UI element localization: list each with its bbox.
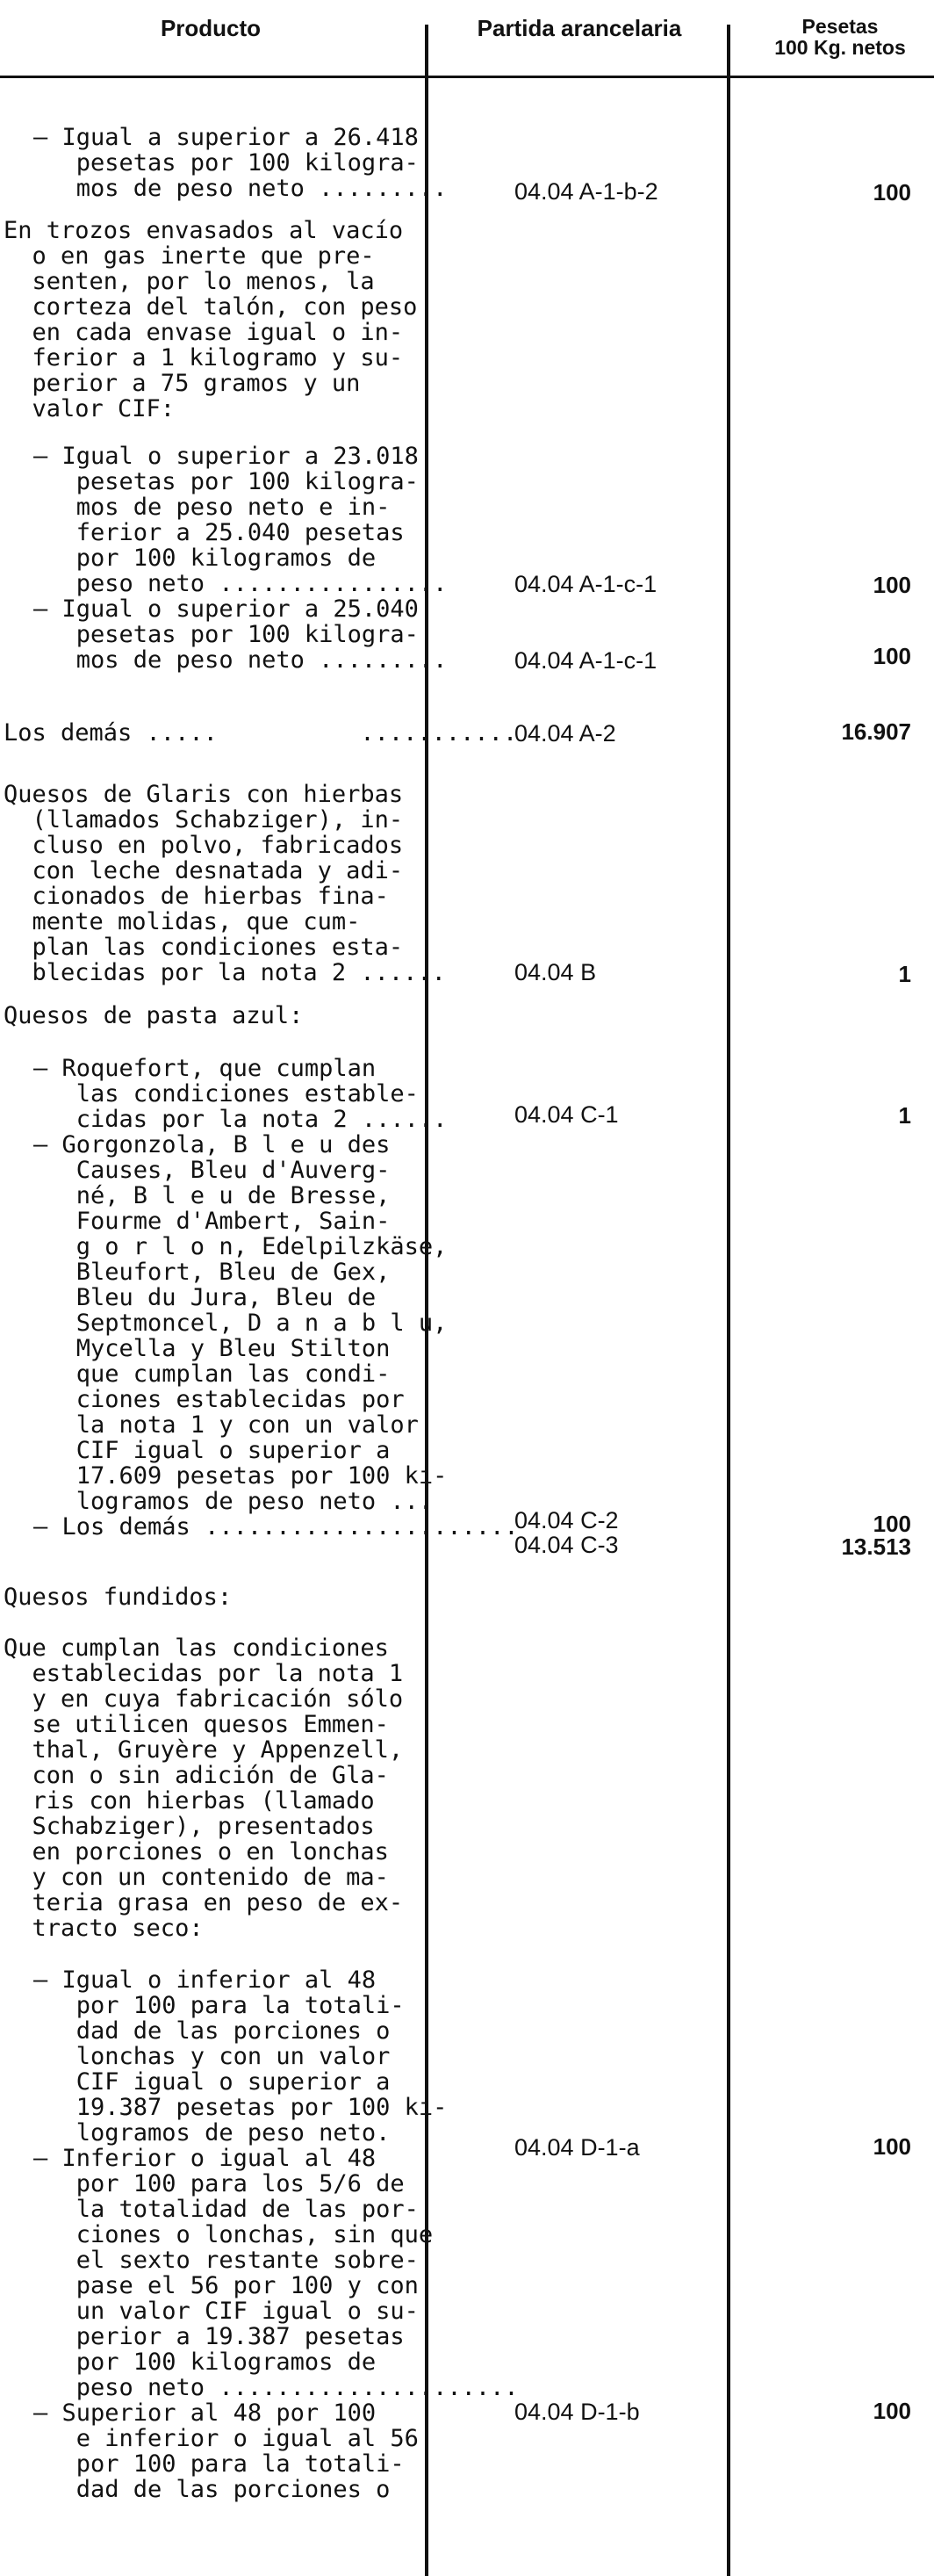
price-value: 100	[873, 2133, 911, 2160]
header-product: Producto	[160, 15, 262, 41]
price-value: 100	[873, 643, 911, 669]
header-partida: Partida arancelaria	[477, 15, 682, 41]
text-block: — Igual o superior a 23.018 pesetas por 100 kilogra- mos de peso neto e in- ferior a 25.040 pesetas por 100 kilogramos de peso neto ................ — Igual o superior a 25.040 pesetas por 100 kilogra- mos de peso neto .........	[33, 443, 448, 674]
tariff-code: 04.04 A-1-c-1	[514, 647, 657, 674]
text-block: Que cumplan las condiciones establecidas por la nota 1 y en cuya fabricación sólo se utilicen quesos Emmen- thal, Gruyère y Appenzell, con o sin adición de Gla- ris con hierbas (llamado Schabziger), presentados en porciones o en lonchas y con un contenido de ma- teria grasa en peso de ex- tracto seco:	[4, 1634, 404, 1942]
column-rule-right	[727, 25, 730, 2576]
tariff-code: 04.04 A-1-b-2	[514, 178, 658, 205]
tariff-code: 04.04 C-2	[514, 1507, 619, 1533]
price-value: 1	[898, 961, 911, 987]
text-block: En trozos envasados al vacío o en gas inerte que pre- senten, por lo menos, la corteza del talón, con peso en cada envase igual o in- ferior a 1 kilogramo y su- perior a 75 gramos y un valor CIF:	[4, 217, 418, 422]
text-block: Los demás ..... ...........	[4, 719, 518, 747]
text-block: — Roquefort, que cumplan las condiciones estable- cidas por la nota 2 ...... — Gorgonzola, B l e u des Causes, Bleu d'Auverg- né, B l e u de Bresse, Fourme d'Ambert, Sain- g o r l o n, Edelpilzkäse, Bleufort, Bleu de Gex, Bleu du Jura, Bleu de Septmoncel, D a n a b l u, Mycella y Bleu Stilton que cumplan las condi- ciones establecidas por la nota 1 y con un valor CIF igual o superior a 17.609 pesetas por 100 ki- logramos de peso neto ... — Los demás ......................	[33, 1055, 519, 1541]
price-value: 16.907	[841, 718, 911, 745]
text-block: — Igual a superior a 26.418 pesetas por 100 kilogra- mos de peso neto .........	[33, 124, 448, 202]
price-value: 100	[873, 1511, 911, 1537]
text-block: Quesos de pasta azul:	[4, 1002, 304, 1029]
text-block: Quesos fundidos:	[4, 1584, 233, 1611]
tariff-code: 04.04 C-1	[514, 1101, 619, 1128]
price-value: 100	[873, 179, 911, 206]
text-block: — Igual o inferior al 48 por 100 para la totali- dad de las porciones o lonchas y con un valor CIF igual o superior a 19.387 pesetas por 100 ki- logramos de peso neto. — Inferior o igual al 48 por 100 para los 5/6 de la totalidad de las por- ciones o lonchas, sin que el sexto restante sobre- pase el 56 por 100 y con un valor CIF igual o su- perior a 19.387 pesetas por 100 kilogramos de peso neto ..................... — Superior al 48 por 100 e inferior o igual al 56 por 100 para la totali- dad de las porciones o	[33, 1966, 519, 2503]
tariff-code: 04.04 D-1-a	[514, 2134, 640, 2161]
price-value: 13.513	[841, 1533, 911, 1560]
tariff-code: 04.04 A-2	[514, 720, 616, 747]
price-value: 1	[898, 1102, 911, 1129]
price-value: 100	[873, 572, 911, 598]
tariff-code: 04.04 A-1-c-1	[514, 571, 657, 597]
tariff-code: 04.04 D-1-b	[514, 2399, 640, 2425]
header-pesetas: Pesetas 100 Kg. netos	[774, 15, 906, 59]
tariff-code: 04.04 B	[514, 959, 597, 985]
price-value: 100	[873, 2398, 911, 2424]
tariff-code: 04.04 C-3	[514, 1532, 619, 1558]
header-rule	[0, 76, 934, 78]
text-block: Quesos de Glaris con hierbas (llamados Schabziger), in- cluso en polvo, fabricados con leche desnatada y adi- cionados de hierbas fina- mente molidas, que cum- plan las condiciones esta- blecidas por la nota 2 ......	[4, 781, 446, 986]
